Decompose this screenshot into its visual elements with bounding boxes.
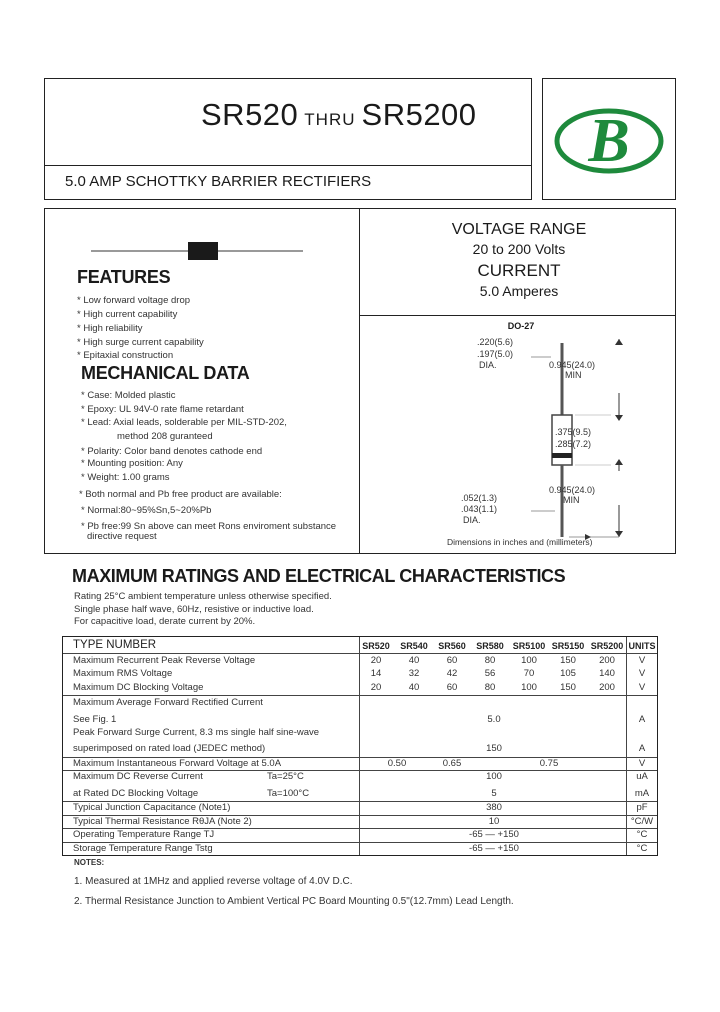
table-cell: 20	[370, 682, 382, 693]
unit-cell: V	[638, 655, 646, 666]
table-cell: 40	[408, 655, 420, 666]
row-label: Operating Temperature Range TJ	[73, 829, 215, 840]
table-cell: 42	[446, 668, 458, 679]
column-header: SR5100	[512, 641, 546, 651]
row-label: Storage Temperature Range Tstg	[73, 843, 213, 854]
mechanical-item: * Epoxy: UL 94V-0 rate flame retardant	[81, 404, 244, 415]
column-header: SR540	[400, 641, 428, 651]
mechanical-item: * Case: Molded plastic	[81, 390, 176, 401]
table-cell: 0.75	[539, 758, 559, 769]
package-name: DO-27	[507, 321, 535, 331]
table-cell: 5.0	[487, 714, 501, 725]
dim-lead-top-len: 0.945(24.0)	[549, 360, 596, 370]
table-cell: 32	[408, 668, 420, 679]
unit-cell: V	[638, 758, 646, 769]
column-header: SR560	[438, 641, 466, 651]
row-label: Maximum Instantaneous Forward Voltage at 5.0A	[73, 758, 282, 769]
table-cell: 10	[488, 816, 500, 827]
product-subtitle: 5.0 AMP SCHOTTKY BARRIER RECTIFIERS	[65, 173, 372, 190]
unit-cell: °C	[636, 843, 648, 854]
mechanical-item: * Normal:80~95%Sn,5~20%Pb	[81, 505, 212, 516]
mechanical-heading: MECHANICAL DATA	[81, 363, 250, 383]
panel-divider	[359, 209, 360, 553]
dim-lead-dia-max: .052(1.3)	[461, 493, 498, 503]
unit-cell: °C	[636, 829, 648, 840]
condition-cell: Ta=25°C	[267, 771, 304, 782]
mechanical-item: * Weight: 1.00 grams	[81, 472, 170, 483]
unit-cell: A	[638, 743, 646, 754]
note-item: 2. Thermal Resistance Junction to Ambient Vertical PC Board Mounting 0.5"(12.7mm) Lead Length.	[74, 896, 514, 907]
dim-body-len-min: .285(7.2)	[555, 439, 592, 449]
table-cell: -65 — +150	[469, 843, 519, 854]
table-cell: 80	[484, 655, 496, 666]
row-rule	[63, 653, 657, 654]
diode-package-icon	[91, 239, 303, 263]
dim-body-dia-min: .197(5.0)	[477, 349, 514, 359]
units-header: UNITS	[628, 641, 656, 651]
feature-item: * High reliability	[77, 323, 143, 334]
unit-cell: uA	[636, 771, 648, 782]
dim-lead-top-min: MIN	[565, 370, 582, 380]
current-value: 5.0 Amperes	[479, 283, 559, 299]
notes-heading: NOTES:	[74, 858, 105, 867]
row-label: Maximum Recurrent Peak Reverse Voltage	[73, 655, 256, 666]
table-cell: 0.50	[387, 758, 407, 769]
dim-body-dia-max: .220(5.6)	[477, 337, 514, 347]
table-cell: 150	[560, 682, 576, 693]
title-part-end: SR5200	[361, 97, 477, 132]
dim-lead-dia-min: .043(1.1)	[461, 504, 498, 514]
unit-cell: V	[638, 668, 646, 679]
dim-body-len-max: .375(9.5)	[555, 427, 592, 437]
unit-cell: °C/W	[630, 816, 654, 827]
table-cell: 140	[599, 668, 615, 679]
column-header: SR5150	[551, 641, 585, 651]
table-cell: 0.65	[442, 758, 462, 769]
mechanical-item: * Polarity: Color band denotes cathode end	[81, 446, 263, 457]
mechanical-item: method 208 guranteed	[117, 431, 213, 442]
column-header: SR580	[476, 641, 504, 651]
table-cell: 150	[560, 655, 576, 666]
feature-item: * Epitaxial construction	[77, 350, 174, 361]
table-cell: 100	[521, 682, 537, 693]
row-label: Typical Thermal Resistance RθJA (Note 2)	[73, 816, 252, 827]
features-heading: FEATURES	[77, 267, 171, 287]
unit-cell: pF	[636, 802, 648, 813]
column-rule	[359, 637, 360, 855]
table-cell: 150	[486, 743, 502, 754]
brand-logo-icon	[543, 79, 677, 201]
dim-body-dia-label: DIA.	[479, 360, 497, 370]
table-cell: 40	[408, 682, 420, 693]
table-cell: 56	[484, 668, 496, 679]
logo-letter: B	[588, 107, 630, 175]
row-label: Peak Forward Surge Current, 8.3 ms single half sine-wave	[73, 727, 320, 738]
table-cell: 105	[560, 668, 576, 679]
note-item: 1. Measured at 1MHz and applied reverse voltage of 4.0V D.C.	[74, 876, 353, 887]
dim-lead-bottom-len: 0.945(24.0)	[549, 485, 596, 495]
table-cell: 100	[521, 655, 537, 666]
table-cell: 20	[370, 655, 382, 666]
unit-cell: mA	[634, 788, 650, 799]
dim-lead-dia-label: DIA.	[463, 515, 481, 525]
row-label: Typical Junction Capacitance (Note1)	[73, 802, 231, 813]
table-cell: 100	[486, 771, 502, 782]
mechanical-item: directive request	[87, 531, 157, 542]
mechanical-item: * Both normal and Pb free product are available:	[79, 489, 282, 500]
mechanical-item: * Pb free:99 Sn above can meet Rons enviroment substance	[81, 521, 337, 532]
current-label: CURRENT	[477, 261, 561, 280]
voltage-range-value: 20 to 200 Volts	[472, 241, 566, 257]
column-header: SR520	[362, 641, 390, 651]
feature-item: * Low forward voltage drop	[77, 295, 191, 306]
table-cell: 80	[484, 682, 496, 693]
table-cell: 60	[446, 655, 458, 666]
type-number-label: TYPE NUMBER	[73, 639, 157, 651]
row-label: Maximum DC Blocking Voltage	[73, 682, 204, 693]
part-range-title	[201, 97, 477, 133]
feature-item: * High surge current capability	[77, 337, 204, 348]
feature-item: * High current capability	[77, 309, 178, 320]
title-panel	[44, 78, 532, 200]
table-cell: 200	[599, 655, 615, 666]
row-label: Maximum RMS Voltage	[73, 668, 173, 679]
row-label: Maximum Average Forward Rectified Current	[73, 697, 263, 708]
ratings-heading: MAXIMUM RATINGS AND ELECTRICAL CHARACTERISTICS	[72, 566, 566, 586]
row-label-cont: at Rated DC Blocking Voltage	[73, 788, 199, 799]
mechanical-item: * Mounting position: Any	[81, 458, 183, 469]
title-part-start: SR520	[201, 97, 299, 132]
logo-panel	[542, 78, 676, 200]
ratings-note-line: For capacitive load, derate current by 20%.	[74, 616, 256, 627]
row-label-cont: See Fig. 1	[73, 714, 117, 725]
title-thru: THRU	[304, 110, 356, 129]
ratings-table	[62, 636, 658, 856]
voltage-range-label: VOLTAGE RANGE	[451, 221, 587, 238]
table-cell: 200	[599, 682, 615, 693]
mechanical-item: * Lead: Axial leads, solderable per MIL-STD-202,	[81, 417, 287, 428]
table-cell: 70	[523, 668, 535, 679]
unit-cell: A	[638, 714, 646, 725]
column-header: SR5200	[590, 641, 624, 651]
table-cell: 5	[491, 788, 497, 799]
unit-cell: V	[638, 682, 646, 693]
table-cell: 14	[370, 668, 382, 679]
title-divider	[45, 165, 531, 166]
row-rule	[63, 695, 657, 696]
table-cell: -65 — +150	[469, 829, 519, 840]
ratings-note-line: Rating 25°C ambient temperature unless otherwise specified.	[74, 591, 332, 602]
ratings-note-line: Single phase half wave, 60Hz, resistive or inductive load.	[74, 604, 314, 615]
table-cell: 60	[446, 682, 458, 693]
table-cell: 380	[486, 802, 502, 813]
row-label-cont: superimposed on rated load (JEDEC method)	[73, 743, 266, 754]
dimensions-caption: Dimensions in inches and (millimeters)	[447, 537, 593, 547]
row-label: Maximum DC Reverse Current	[73, 771, 203, 782]
condition-cell: Ta=100°C	[267, 788, 310, 799]
column-rule	[626, 637, 627, 855]
features-panel	[44, 208, 676, 554]
dim-lead-bottom-min: MIN	[563, 495, 580, 505]
